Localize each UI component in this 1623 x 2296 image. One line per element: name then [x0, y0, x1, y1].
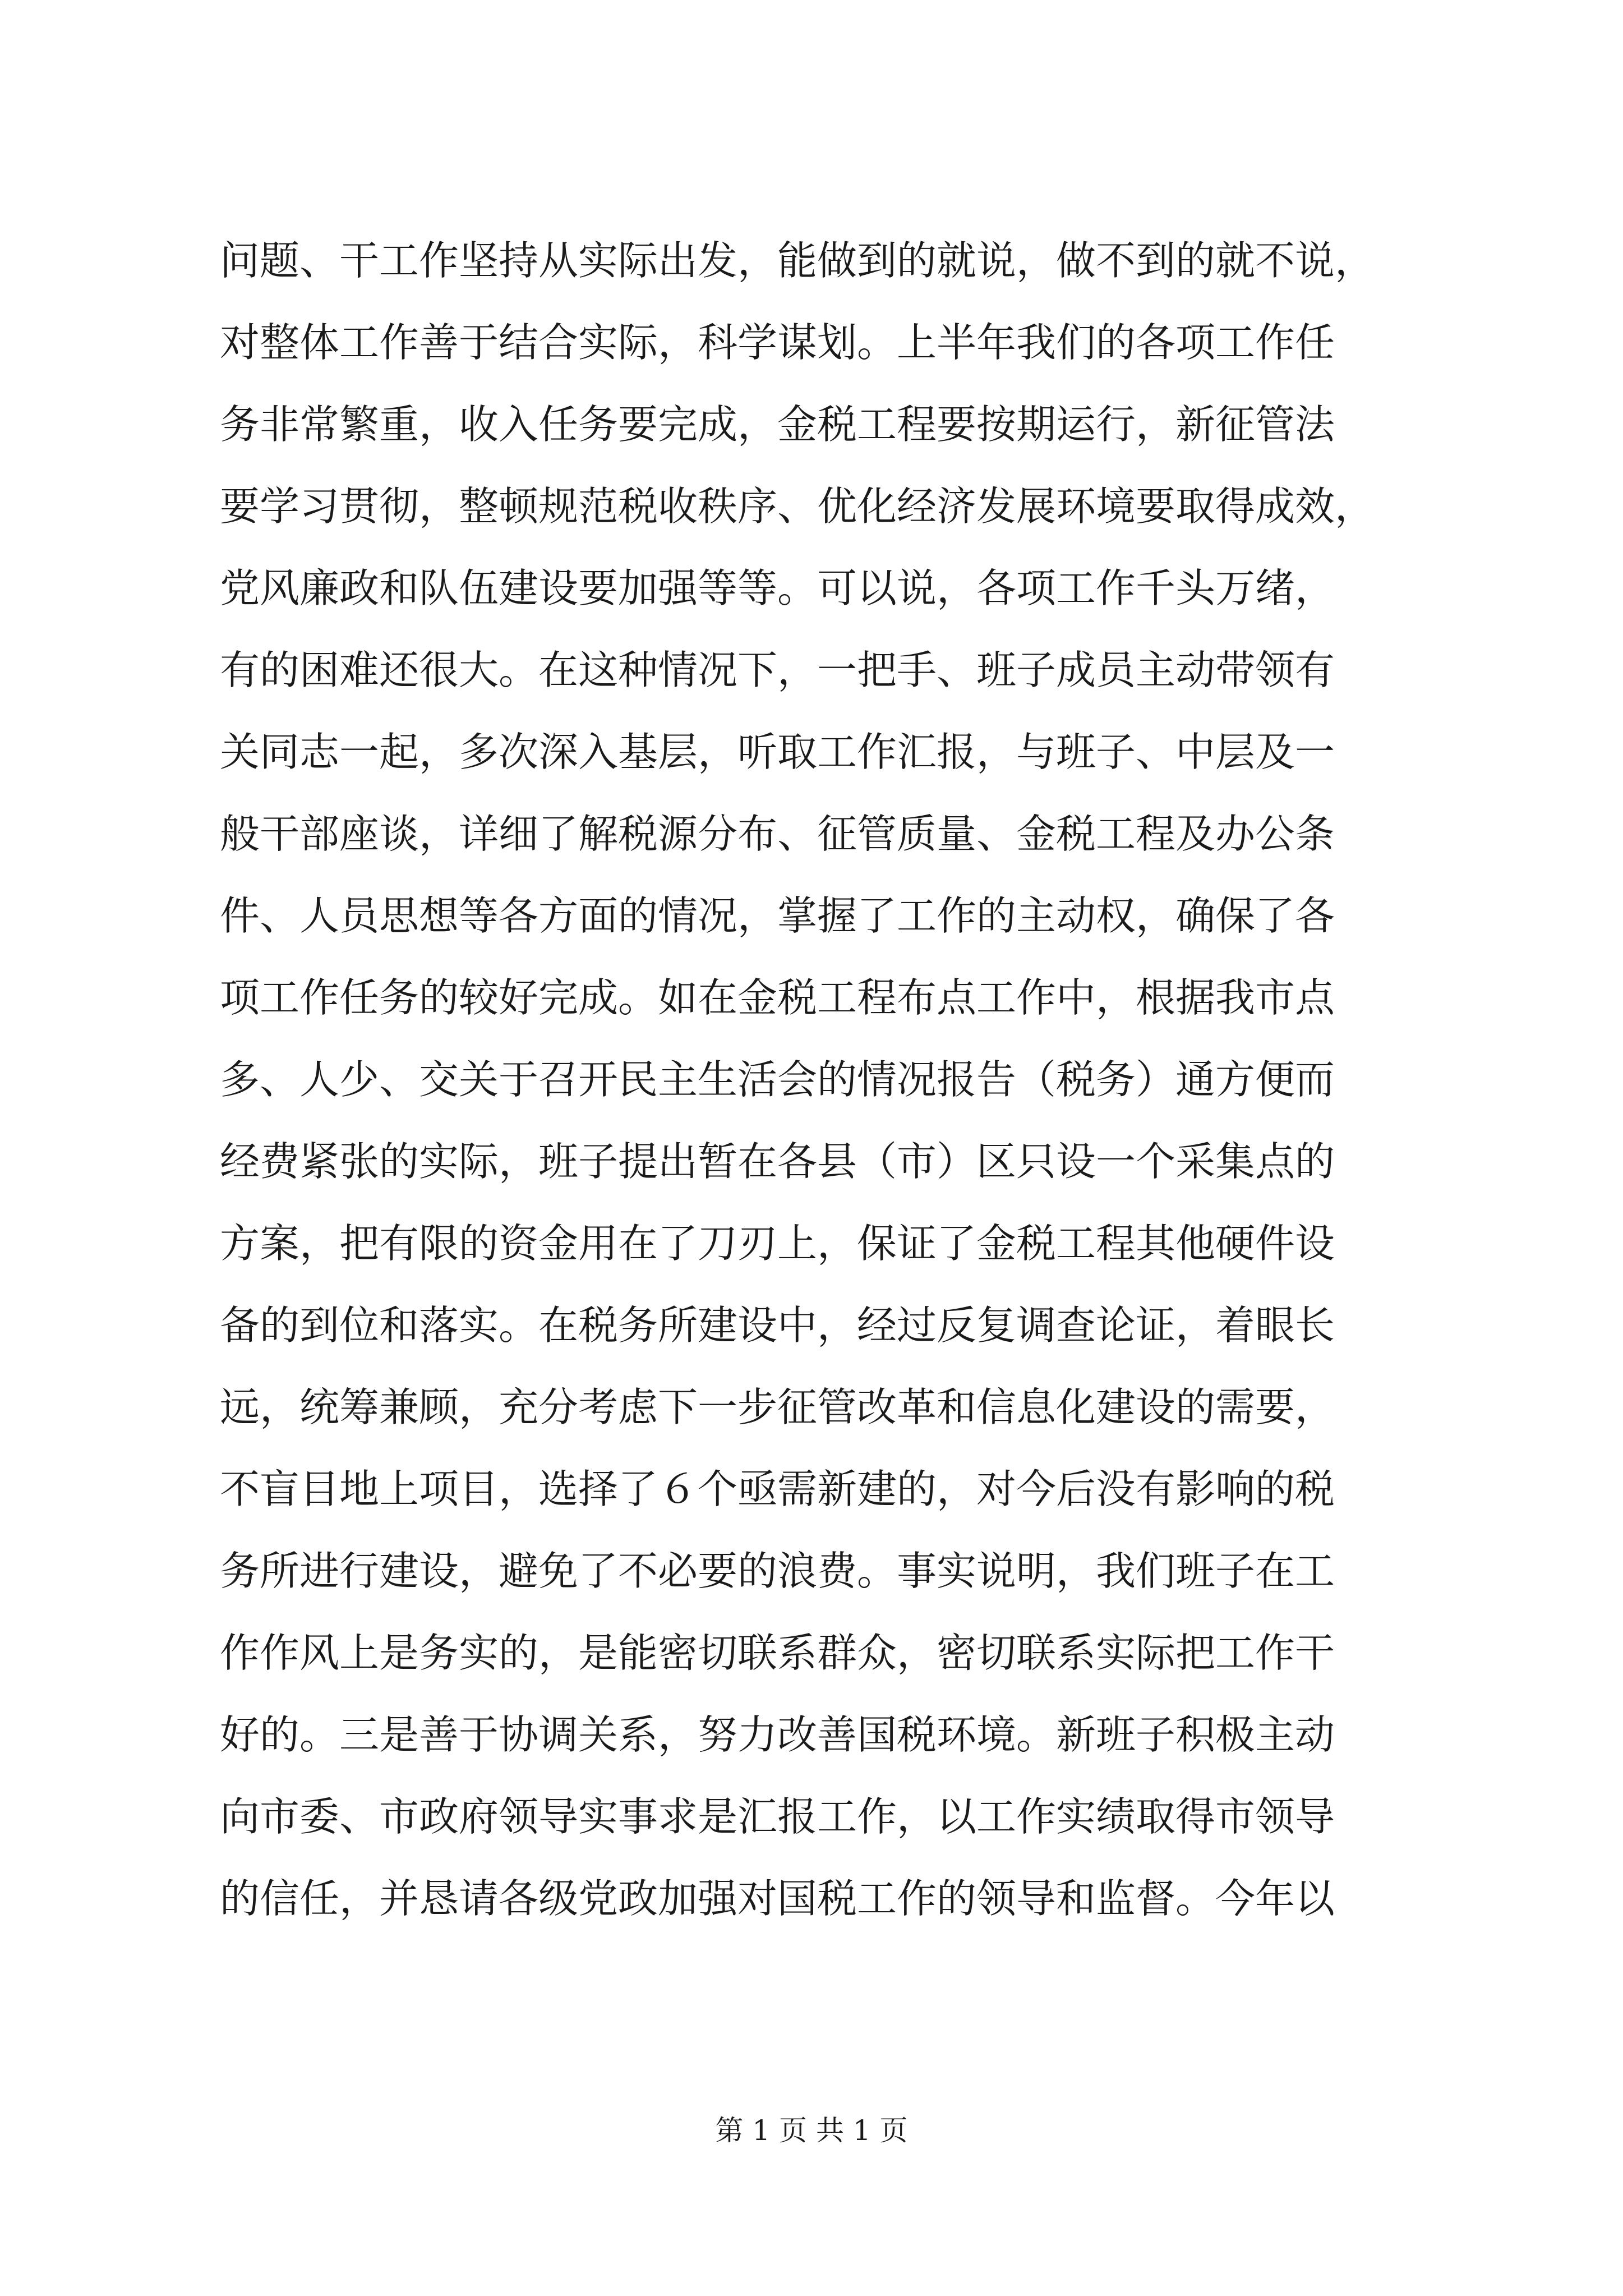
text-line: 党风廉政和队伍建设要加强等等。可以说，各项工作千头万绪， [220, 565, 1335, 611]
text-line: 般干部座谈，详细了解税源分布、征管质量、金税工程及办公条 [220, 811, 1335, 857]
text-line: 对整体工作善于结合实际，科学谋划。上半年我们的各项工作任 [220, 319, 1335, 366]
text-line: 务非常繁重，收入任务要完成，金税工程要按期运行，新征管法 [220, 401, 1335, 448]
text-line: 作作风上是务实的，是能密切联系群众，密切联系实际把工作干 [220, 1630, 1335, 1676]
text-line: 项工作任务的较好完成。如在金税工程布点工作中，根据我市点 [220, 974, 1335, 1021]
text-line: 经费紧张的实际，班子提出暂在各县（市）区只设一个采集点的 [220, 1138, 1335, 1185]
text-line: 好的。三是善于协调关系，努力改善国税环境。新班子积极主动 [220, 1711, 1335, 1758]
text-line: 向市委、市政府领导实事求是汇报工作，以工作实绩取得市领导 [220, 1793, 1335, 1840]
text-line: 要学习贯彻，整顿规范税收秩序、优化经济发展环境要取得成效， [220, 483, 1375, 530]
text-line: 远，统筹兼顾，充分考虑下一步征管改革和信息化建设的需要， [220, 1384, 1335, 1430]
text-line: 务所进行建设，避免了不必要的浪费。事实说明，我们班子在工 [220, 1548, 1335, 1594]
text-line: 备的到位和落实。在税务所建设中，经过反复调查论证，着眼长 [220, 1302, 1335, 1349]
page-footer [0, 2114, 1623, 2147]
text-line: 多、人少、交关于召开民主生活会的情况报告（税务）通方便而 [220, 1056, 1335, 1103]
text-line: 关同志一起，多次深入基层，听取工作汇报，与班子、中层及一 [220, 729, 1335, 775]
text-line: 件、人员思想等各方面的情况，掌握了工作的主动权，确保了各 [220, 892, 1335, 939]
body-text [220, 220, 1414, 1940]
text-line: 不盲目地上项目，选择了６个亟需新建的，对今后没有影响的税 [220, 1466, 1335, 1512]
text-line: 方案，把有限的资金用在了刀刃上，保证了金税工程其他硬件设 [220, 1220, 1335, 1267]
text-line: 有的困难还很大。在这种情况下，一把手、班子成员主动带领有 [220, 647, 1335, 693]
text-line: 问题、干工作坚持从实际出发，能做到的就说，做不到的就不说， [220, 237, 1375, 284]
page-number: 第 1 页 共 1 页 [715, 2114, 908, 2147]
text-line: 的信任，并恳请各级党政加强对国税工作的领导和监督。今年以 [220, 1875, 1335, 1922]
